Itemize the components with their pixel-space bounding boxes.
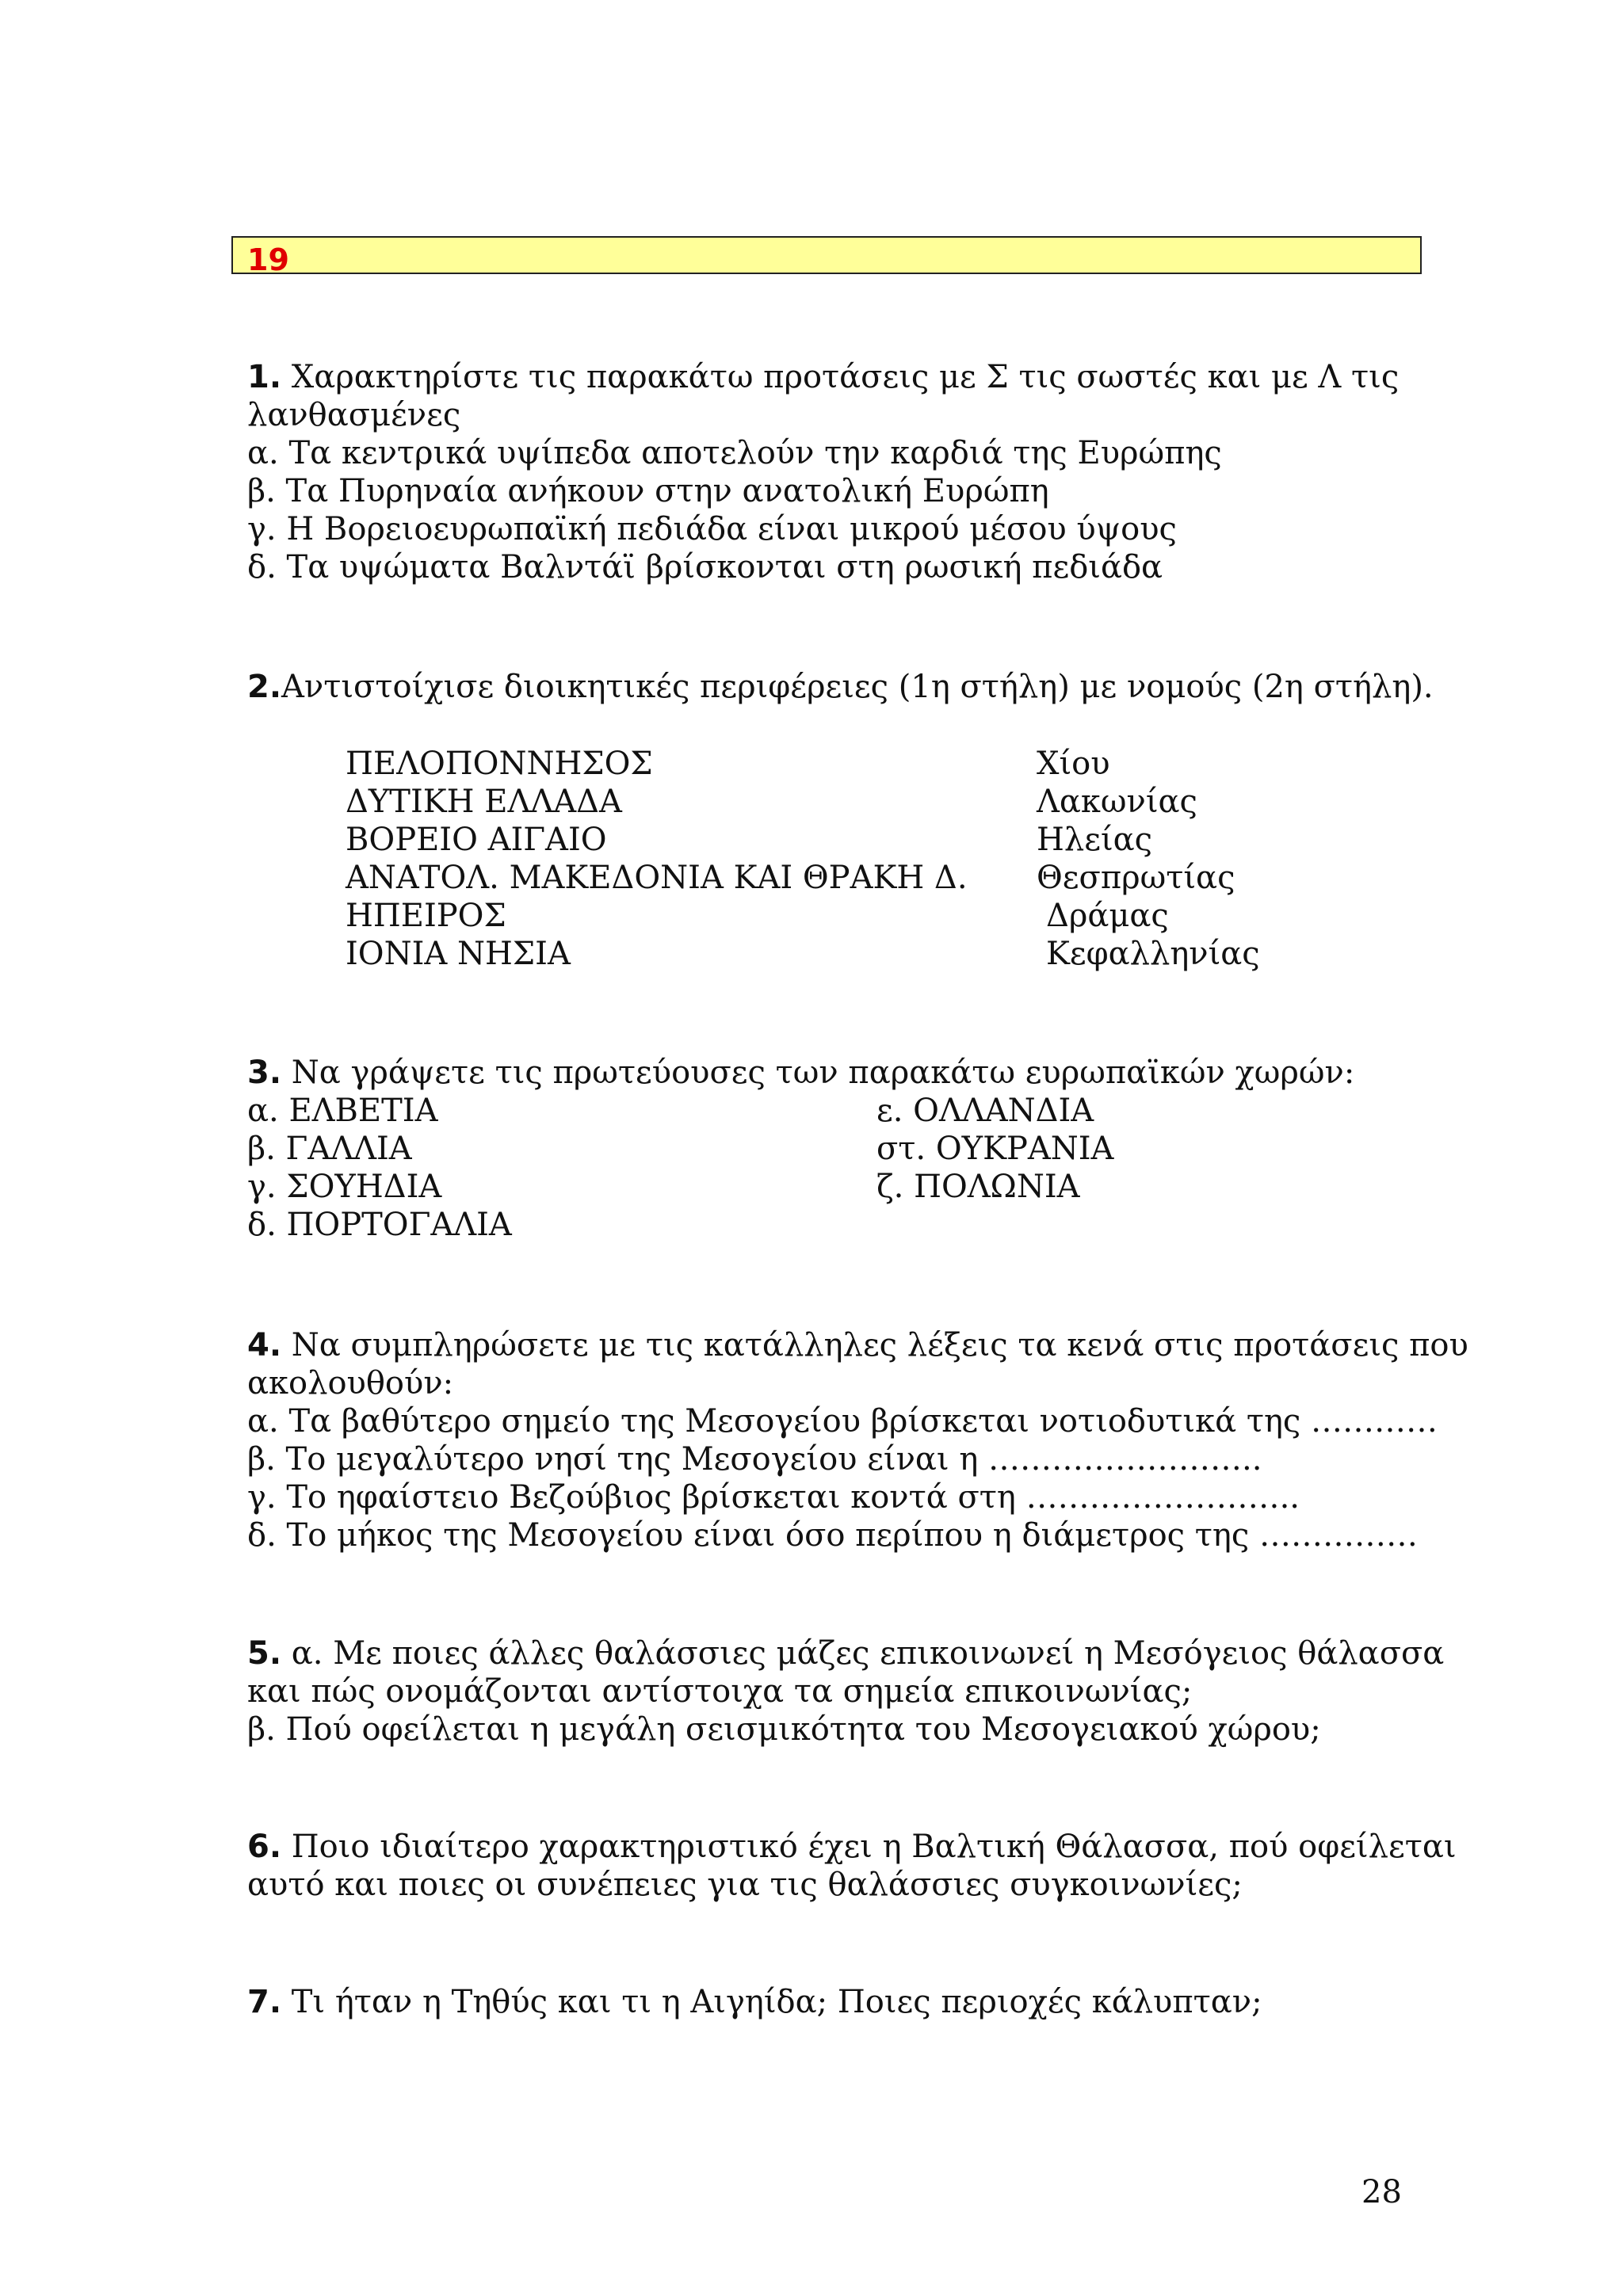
q1-number: 1. — [247, 359, 282, 395]
q6-number: 6. — [247, 1829, 282, 1865]
q2-right-item: Θεσπρωτίας — [1037, 860, 1235, 896]
q4-item: γ. Το ηφαίστειο Βεζούβιος βρίσκεται κοντά στη …………………….. — [247, 1479, 1300, 1516]
q2-right-item: Λακωνίας — [1037, 784, 1197, 820]
q3-prompt — [247, 1054, 1354, 1092]
q2-left-item: ΙΟΝΙΑ ΝΗΣΙΑ — [346, 936, 571, 972]
q2-number: 2. — [247, 669, 282, 705]
q1-item: γ. Η Βορειοευρωπαϊκή πεδιάδα είναι μικρού μέσου ύψους — [247, 511, 1177, 547]
q6-text-cont: αυτό και ποιες οι συνέπειες για τις θαλάσσιες συγκοινωνίες; — [247, 1867, 1243, 1903]
q2-left-item: ΒΟΡΕΙΟ ΑΙΓΑΙΟ — [346, 822, 607, 858]
q3-left-item: δ. ΠΟΡΤΟΓΑΛΙΑ — [247, 1207, 512, 1243]
q3-left-item: β. ΓΑΛΛΙΑ — [247, 1131, 412, 1167]
q6-text: Ποιο ιδιαίτερο χαρακτηριστικό έχει η Βαλτική Θάλασσα, πού οφείλεται — [281, 1829, 1457, 1865]
q4-item: α. Τα βαθύτερο σημείο της Μεσογείου βρίσκεται νοτιοδυτικά της ………… — [247, 1403, 1438, 1440]
q1-item: δ. Τα υψώματα Βαλντάϊ βρίσκονται στη ρωσική πεδιάδα — [247, 549, 1163, 585]
q2-right-item: Χίου — [1037, 746, 1110, 782]
q4-item: δ. Το μήκος της Μεσογείου είναι όσο περίπου η διάμετρος της …………… — [247, 1517, 1419, 1554]
q1-item: α. Τα κεντρικά υψίπεδα αποτελούν την καρδιά της Ευρώπης — [247, 435, 1222, 471]
q4-text: Να συμπληρώσετε με τις κατάλληλες λέξεις τα κενά στις προτάσεις που — [281, 1327, 1468, 1363]
q2-left-item: ΗΠΕΙΡΟΣ — [346, 898, 506, 934]
q2-right-item: Δράμας — [1046, 898, 1169, 934]
q5-text: α. Με ποιες άλλες θαλάσσιες μάζες επικοινωνεί η Μεσόγειος θάλασσα — [281, 1635, 1445, 1672]
q5-number: 5. — [247, 1635, 282, 1672]
q3-right-item: ε. ΟΛΛΑΝΔΙΑ — [876, 1093, 1094, 1129]
q4-prompt — [247, 1326, 1468, 1364]
q3-right-item: στ. ΟΥΚΡΑΝΙΑ — [876, 1131, 1114, 1167]
q6-prompt — [247, 1828, 1457, 1866]
q4-text-cont: ακολουθούν: — [247, 1365, 454, 1402]
q1-text: Χαρακτηρίστε τις παρακάτω προτάσεις με Σ τις σωστές και με Λ τις — [281, 359, 1400, 395]
q4-number: 4. — [247, 1327, 282, 1363]
q7-text: Τι ήταν η Τηθύς και τι η Αιγηίδα; Ποιες περιοχές κάλυπταν; — [281, 1984, 1262, 2020]
q1-text-cont: λανθασμένες — [247, 397, 461, 433]
q5-text-b: β. Πού οφείλεται η μεγάλη σεισμικότητα του Μεσογειακού χώρου; — [247, 1711, 1321, 1748]
q7-number: 7. — [247, 1984, 282, 2020]
q3-text: Να γράψετε τις πρωτεύουσες των παρακάτω ευρωπαϊκών χωρών: — [281, 1055, 1355, 1091]
q3-left-item: γ. ΣΟΥΗΔΙΑ — [247, 1169, 442, 1205]
section-number: 19 — [247, 242, 289, 277]
q5-prompt — [247, 1634, 1444, 1672]
q3-left-item: α. ΕΛΒΕΤΙΑ — [247, 1093, 438, 1129]
q2-prompt — [247, 668, 1434, 706]
q7-prompt — [247, 1983, 1262, 2021]
q2-left-item: ΠΕΛΟΠΟΝΝΗΣΟΣ — [346, 746, 653, 782]
q3-number: 3. — [247, 1055, 282, 1091]
q5-text-cont: και πώς ονομάζονται αντίστοιχα τα σημεία επικοινωνίας; — [247, 1673, 1193, 1710]
q2-text: Αντιστοίχισε διοικητικές περιφέρειες (1η στήλη) με νομούς (2η στήλη). — [281, 669, 1434, 705]
page-number: 28 — [1361, 2174, 1402, 2210]
q1-prompt — [247, 358, 1399, 396]
q2-right-item: Ηλείας — [1037, 822, 1153, 858]
section-header — [231, 236, 1422, 277]
q4-item: β. Το μεγαλύτερο νησί της Μεσογείου είναι η …………………….. — [247, 1441, 1262, 1478]
q3-right-item: ζ. ΠΟΛΩΝΙΑ — [876, 1169, 1080, 1205]
q2-left-item: ΔΥΤΙΚΗ ΕΛΛΑΔΑ — [346, 784, 622, 820]
q1-item: β. Τα Πυρηναία ανήκουν στην ανατολική Ευρώπη — [247, 473, 1049, 509]
q2-right-item: Κεφαλληνίας — [1046, 936, 1260, 972]
q2-left-item: ΑΝΑΤΟΛ. ΜΑΚΕΔΟΝΙΑ ΚΑΙ ΘΡΑΚΗ Δ. — [346, 860, 968, 896]
